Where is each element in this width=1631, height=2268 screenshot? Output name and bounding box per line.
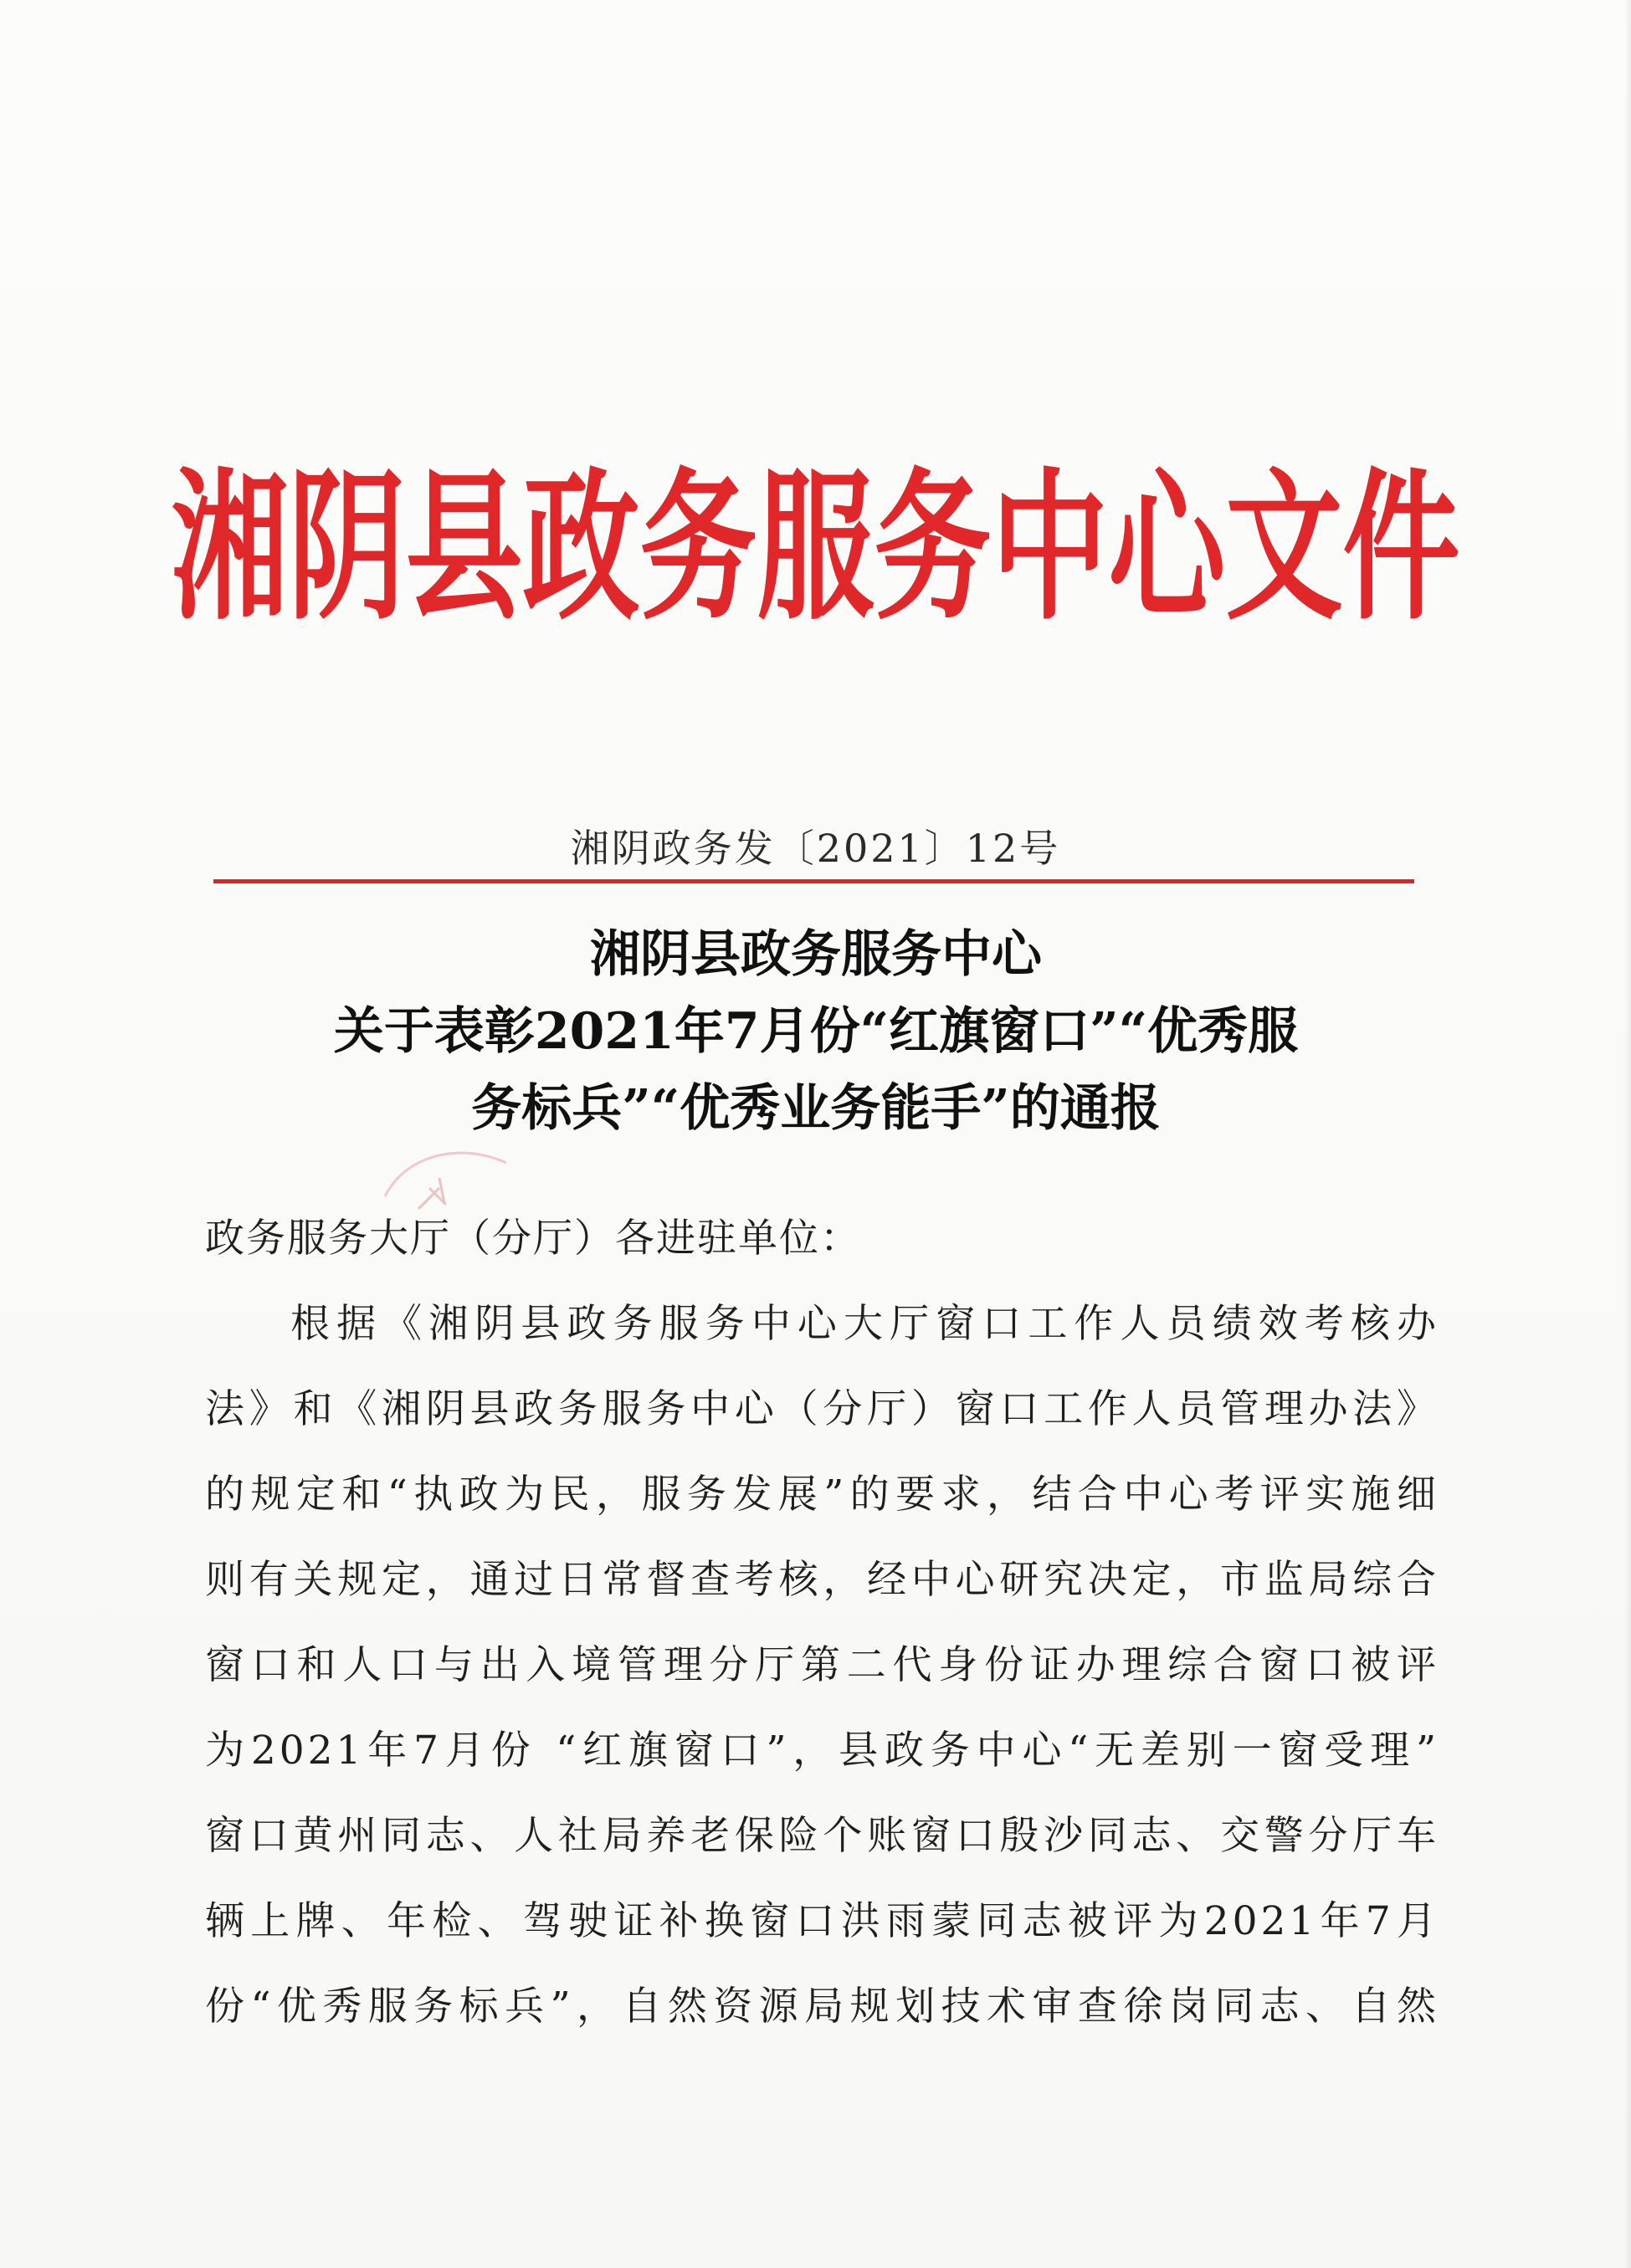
title-line-1: 湘阴县政务服务中心 [590,925,1042,984]
letterhead-title: 湘阴县政务服务中心文件 [171,454,1460,643]
body-line: 法》和《湘阴县政务服务中心（分厅）窗口工作人员管理办法》 [205,1386,1439,1432]
body-line: 为2021年7月份 “红旗窗口”，县政务中心“无差别一窗受理” [205,1728,1439,1774]
notice-title [192,916,1439,1147]
body-line: 窗口和人口与出入境管理分厅第二代身份证办理综合窗口被评 [205,1642,1439,1688]
body-line: 窗口黄州同志、人社局养老保险个账窗口殷沙同志、交警分厅车 [205,1813,1439,1859]
body-line: 辆上牌、年检、驾驶证补换窗口洪雨蒙同志被评为2021年7月 [205,1898,1439,1944]
notice-body [205,1196,1439,2050]
salutation: 政务服务大厅（分厅）各进驻单位： [205,1216,861,1262]
title-line-2: 关于表彰2021年7月份“红旗窗口”“优秀服 [333,1002,1299,1061]
body-line: 根据《湘阴县政务服务中心大厅窗口工作人员绩效考核办 [290,1301,1439,1347]
body-line: 的规定和“执政为民，服务发展”的要求，结合中心考评实施细 [205,1472,1439,1518]
document-number: 湘阴政务发〔2021〕12号 [570,826,1061,871]
page-edge-shadow [1624,0,1631,2268]
title-line-3: 务标兵”“优秀业务能手”的通报 [471,1079,1161,1138]
body-line: 份“优秀服务标兵”，自然资源局规划技术审查徐岗同志、自然 [205,1984,1439,2030]
red-divider-rule [213,879,1414,883]
body-line: 则有关规定，通过日常督查考核，经中心研究决定，市监局综合 [205,1557,1439,1603]
